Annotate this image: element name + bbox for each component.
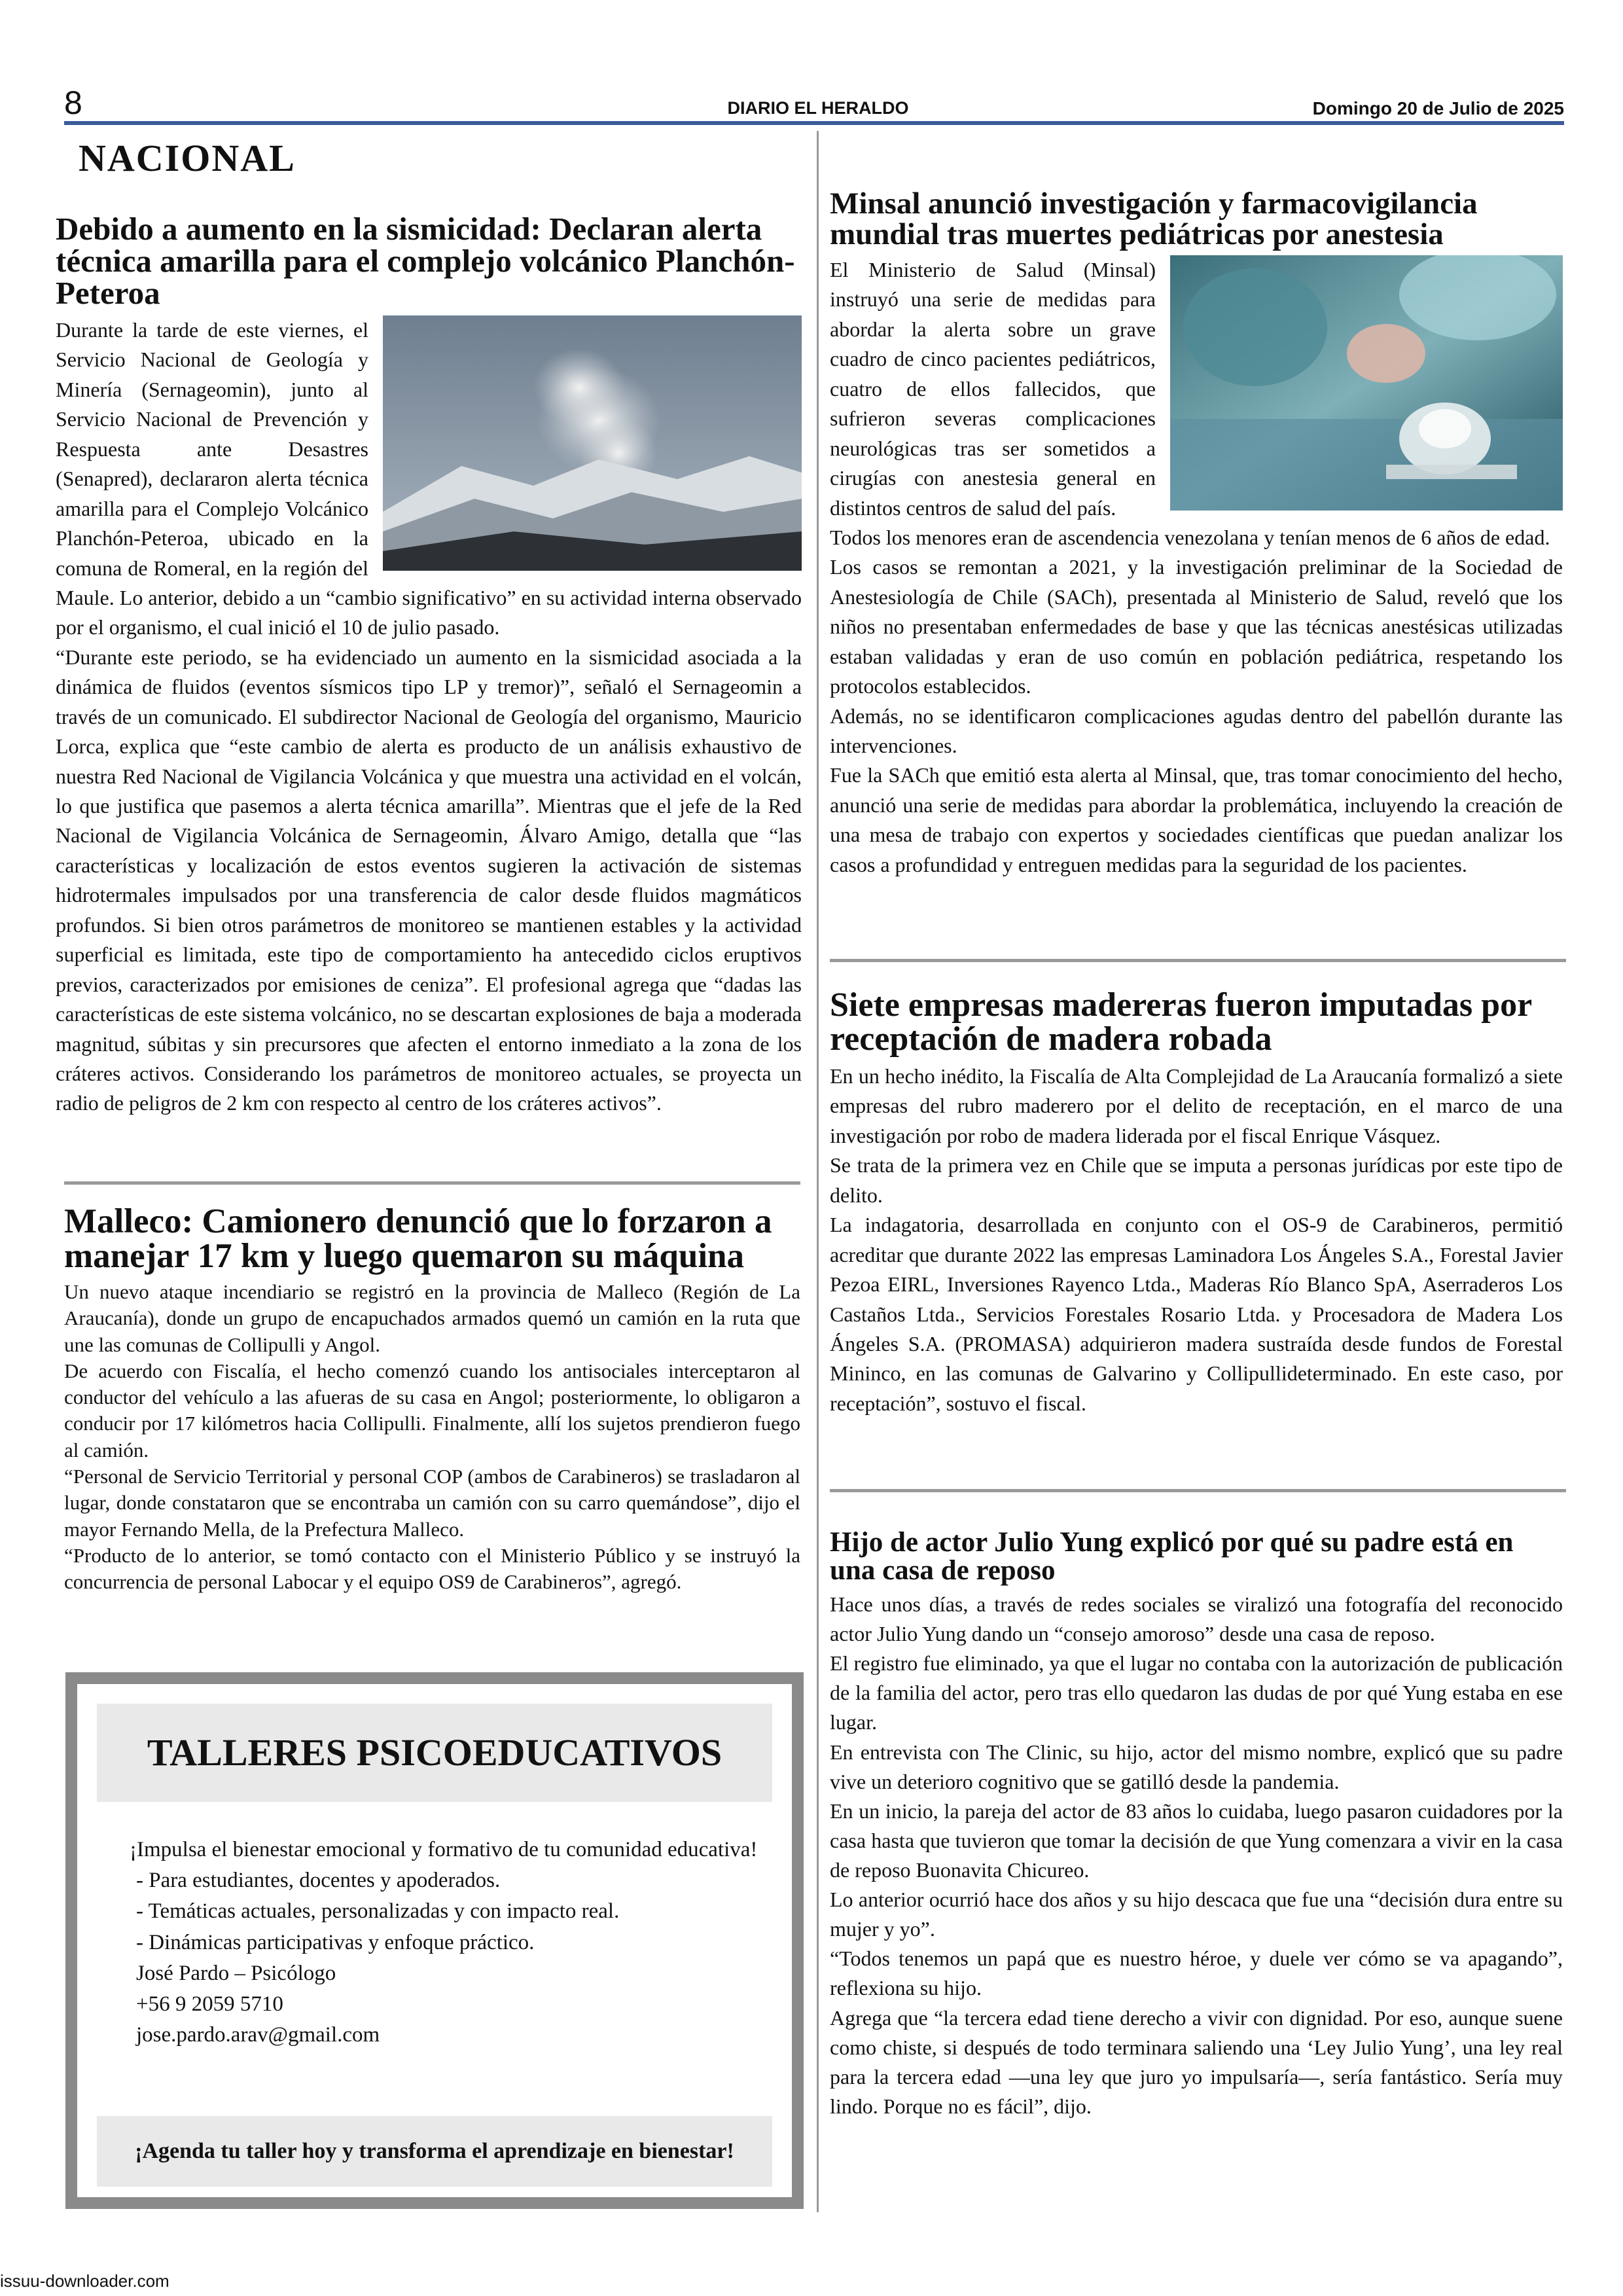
paragraph: Durante la tarde de este viernes, el Servicio Nacional de Geología y Minería (Sernageomin), junto al Servicio Nacional de Prevención y Respuesta ante Desastres (Senapred), declararon alerta técnica amarilla para el Complejo Volcánico Planchón-Peteroa, ubicado en la comuna de Romeral, en la región del Maule. Lo anterior, debido a un “cambio significativo” en su actividad interna observado por el organismo, el cual inició el 10 de julio pasado. <box>56 318 802 639</box>
ad-contact-name: José Pardo – Psicólogo <box>136 1961 336 1985</box>
article-title: Hijo de actor Julio Yung explicó por qué su padre está en una casa de reposo <box>830 1527 1514 1586</box>
article-body <box>830 255 1563 880</box>
paragraph: Se trata de la primera vez en Chile que se imputa a personas jurídicas por este tipo de delito. <box>830 1153 1563 1207</box>
page-number: 8 <box>64 84 82 121</box>
paragraph: En un inicio, la pareja del actor de 83 años lo cuidaba, luego pasaron cuidadores por la casa hasta que tuvieron que tomar la decisión de que Yung comenzara a vivir en la casa de reposo Buonavita Chicureo. <box>830 1799 1563 1882</box>
paragraph: “Personal de Servicio Territorial y personal COP (ambos de Carabineros) se trasladaron al lugar, donde constataron que se encontraba un camión con su carro quemándose”, dijo el mayor Fernando Mella, de la Prefectura Malleco. <box>64 1465 800 1541</box>
surgery-photo <box>1170 255 1563 511</box>
paragraph: Agrega que “la tercera edad tiene derecho a vivir con dignidad. Por eso, aunque suene como chiste, si después de todo terminara saliendo una ‘Ley Julio Yung’, una ley real para la tercera edad —una ley que juro yo impulsaría—, sería fantástico. Sería muy lindo. Porque no es fácil”, dijo. <box>830 2005 1563 2118</box>
separator <box>64 1181 800 1185</box>
paragraph: En entrevista con The Clinic, su hijo, actor del mismo nombre, explicó que su padre vive un deterioro cognitivo que se gatilló desde la pandemia. <box>830 1740 1563 1793</box>
article-madereras <box>830 988 1563 1418</box>
article-title: Minsal anunció investigación y farmacovigilancia mundial tras muertes pediátricas por anestesia <box>830 187 1478 251</box>
source-credit: issuu-downloader.com <box>0 2271 169 2291</box>
ad-contact-email: jose.pardo.arav@gmail.com <box>136 2023 380 2047</box>
ad-line: ¡Impulsa el bienestar emocional y formativo de tu comunidad educativa! <box>130 1838 758 1861</box>
ad-box <box>65 1672 804 2209</box>
paragraph: Hace unos días, a través de redes sociales se viralizó una fotografía del reconocido actor Julio Yung dando un “consejo amoroso” desde una casa de reposo. <box>830 1592 1563 1646</box>
paragraph: “Producto de lo anterior, se tomó contacto con el Ministerio Público y se instruyó la concurrencia de personal Labocar y el equipo OS9 de Carabineros”, agregó. <box>64 1543 800 1594</box>
ad-body <box>130 1835 766 2051</box>
article-title: Siete empresas madereras fueron imputadas por receptación de madera robada <box>830 986 1532 1058</box>
article-minsal <box>830 188 1563 880</box>
ad-line: - Temáticas actuales, personalizadas y con impacto real. <box>136 1899 620 1924</box>
paragraph: El registro fue eliminado, ya que el lugar no contaba con la autorización de publicación de la familia del actor, pero tras ello quedaron las dudas de por qué Yung estaba en ese lugar. <box>830 1651 1563 1734</box>
paragraph: Los casos se remontan a 2021, y la investigación preliminar de la Sociedad de Anestesiología de Chile (SACh), presentada al Ministerio de Salud, reveló que los niños no presentaban enfermedades de base y que las técnicas anestésicas utilizadas estaban validadas y eran de uso común en población pediátrica, respetando los protocolos establecidos. <box>830 555 1563 698</box>
ad-contact-phone: +56 9 2059 5710 <box>136 1992 283 2016</box>
article-body <box>56 315 802 1119</box>
ad-line: - Para estudiantes, docentes y apoderados. <box>136 1869 501 1893</box>
paragraph: De acuerdo con Fiscalía, el hecho comenzó cuando los antisociales interceptaron al conductor del vehículo a las afueras de su casa en Angol; posteriormente, lo obligaron a conducir por 17 kilómetros hacia Collipulli. Finalmente, allí los sujetos prendieron fuego al camión. <box>64 1359 800 1462</box>
ad-title: TALLERES PSICOEDUCATIVOS <box>97 1704 772 1802</box>
section-title: NACIONAL <box>79 137 296 179</box>
article-volcano <box>56 213 802 1119</box>
paragraph: La indagatoria, desarrollada en conjunto con el OS-9 de Carabineros, permitió acreditar que durante 2022 las empresas Laminadora Los Ángeles S.A., Forestal Javier Pezoa EIRL, Inversiones Rayenco Ltda., Maderas Río Blanco SpA, Aserraderos Los Castaños Ltda., Servicios Forestales Rosario Ltda. y Procesadora de Madera Los Ángeles S.A. (PROMASA) adquirieron madera sustraída desde fundos de Forestal Mininco, en las comunas de Galvarino y Collipullideterminado. En este caso, por receptación”, sostuvo el fiscal. <box>830 1213 1563 1415</box>
article-body <box>830 1590 1563 2121</box>
paragraph: Lo anterior ocurrió hace dos años y su hijo descaca que fue una “decisión dura entre su mujer y yo”. <box>830 1888 1563 1941</box>
article-body <box>830 1062 1563 1418</box>
ad-line: - Dinámicas participativas y enfoque práctico. <box>136 1930 535 1954</box>
article-malleco <box>64 1204 800 1596</box>
paragraph: “Durante este periodo, se ha evidenciado un aumento en la sismicidad asociada a la dinámica de fluidos (eventos sísmicos tipo LP y tremor)”, señaló el Sernageomin a través de un comunicado. El subdirector Nacional de Geología del organismo, Mauricio Lorca, explica que “este cambio de alerta es producto de un análisis exhaustivo de nuestra Red Nacional de Vigilancia Volcánica y que muestra una actividad en el volcán, lo que justifica que pasemos a alerta técnica amarilla”. Mientras que el jefe de la Red Nacional de Vigilancia Volcánica de Sernageomin, Álvaro Amigo, detalla que “las características y localización de estos eventos sugieren la activación de sistemas hidrotermales impulsados por una transferencia de calor desde fluidos magmáticos profundos. Si bien otros parámetros de monitoreo se mantienen estables y la actividad superficial es limitada, este tipo de comportamiento ha antecedido ciclos eruptivos previos, caracterizados por emisiones de ceniza”. El profesional agrega que “dadas las características de este sistema volcánico, no se descartan explosiones de baja a moderada magnitud, súbitas y sin precursores que afecten el entorno inmediato a la zona de los cráteres activos. Considerando los parámetros de monitoreo actuales, se proyecta un radio de peligros de 2 km con respecto al centro de los cráteres activos”. <box>56 645 802 1115</box>
paragraph: Todos los menores eran de ascendencia venezolana y tenían menos de 6 años de edad. <box>830 525 1550 549</box>
ad-footer: ¡Agenda tu taller hoy y transforma el aprendizaje en bienestar! <box>97 2116 772 2187</box>
column-divider <box>817 131 819 2212</box>
paragraph: El Ministerio de Salud (Minsal) instruyó una serie de medidas para abordar la alerta sobre un grave cuadro de cinco pacientes pediátricos, cuatro de ellos fallecidos, que sufrieron severas complicaciones neurológicas tras ser sometidos a cirugías con anestesia general en distintos centros de salud del país. <box>830 258 1156 520</box>
article-body <box>64 1279 800 1596</box>
separator <box>830 959 1566 962</box>
paragraph: Un nuevo ataque incendiario se registró en la provincia de Malleco (Región de La Araucanía), donde un grupo de encapuchados armados quemó un camión en la ruta que une las comunas de Collipulli y Angol. <box>64 1280 800 1356</box>
article-yung <box>830 1528 1563 2121</box>
header-rule <box>64 121 1564 125</box>
volcano-photo <box>383 315 802 571</box>
paragraph: “Todos tenemos un papá que es nuestro héroe, y duele ver cómo se va apagando”, reflexiona su hijo. <box>830 1946 1563 2000</box>
paragraph: Además, no se identificaron complicaciones agudas dentro del pabellón durante las intervenciones. <box>830 704 1563 757</box>
paragraph: Fue la SACh que emitió esta alerta al Minsal, que, tras tomar conocimiento del hecho, anunció una serie de medidas para abordar la problemática, incluyendo la creación de una mesa de trabajo con expertos y sociedades científicas que puedan analizar los casos a profundidad y entreguen medidas para la seguridad de los pacientes. <box>830 763 1563 876</box>
separator <box>830 1489 1566 1492</box>
issue-date: Domingo 20 de Julio de 2025 <box>1312 98 1564 118</box>
article-title: Malleco: Camionero denunció que lo forzaron a manejar 17 km y luego quemaron su máquina <box>64 1202 772 1275</box>
paragraph: En un hecho inédito, la Fiscalía de Alta Complejidad de La Araucanía formalizó a siete empresas del rubro maderero por el delito de receptación, en el marco de una investigación por robo de madera liderada por el fiscal Enrique Vásquez. <box>830 1064 1563 1147</box>
article-title: Debido a aumento en la sismicidad: Declaran alerta técnica amarilla para el complejo volcánico Planchón-Peteroa <box>56 211 795 311</box>
paper-name: DIARIO EL HERALDO <box>727 98 909 118</box>
